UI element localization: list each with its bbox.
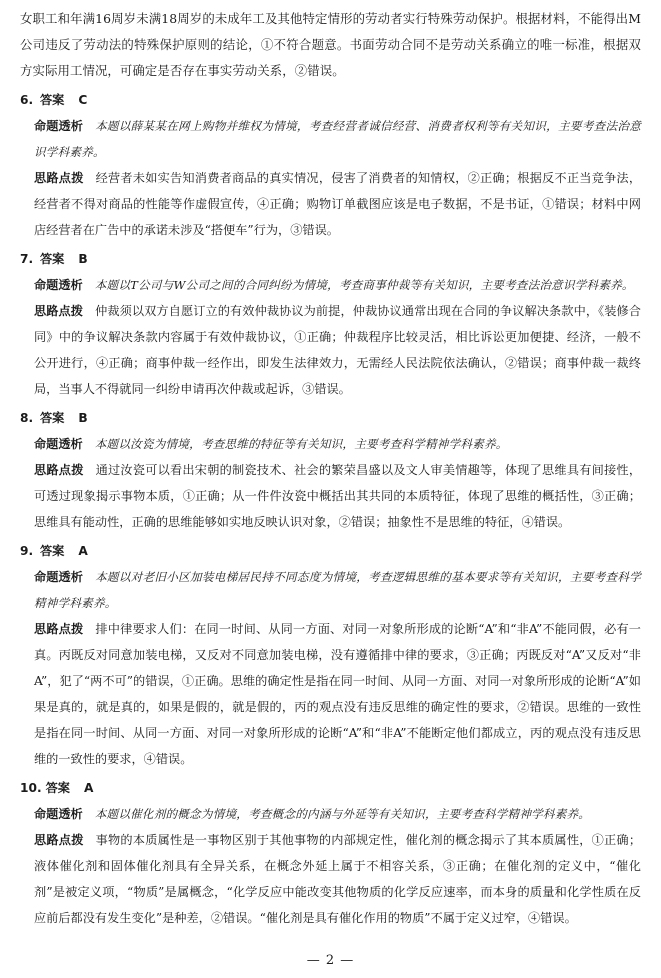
answer-label: 答案 [40,544,65,558]
answer-value: C [78,93,88,107]
question-number: 9. [20,544,34,558]
answer-label: 答案 [40,93,65,107]
hint-label: 思路点拨 [34,171,84,185]
hint-text: 经营者未如实告知消费者商品的真实情况，侵害了消费者的知情权，②正确；根据反不正当竞争法，经营者不得对商品的性能等作虚假宣传，④正确；购物订单截图应该是电子数据，不是书证，①错误；材料中网店经营者在广告中的承诺未涉及“搭便车”行为，③错误。 [34,171,642,237]
analysis-label: 命题透析 [34,437,83,451]
analysis-label: 命题透析 [34,807,83,821]
hint-text: 排中律要求人们：在同一时间、从同一方面、对同一对象所形成的论断“A”和“非A”不能同假，必有一真。丙既反对同意加装电梯，又反对不同意加装电梯，没有遵循排中律的要求，③正确；丙既反对“A”又反对“非A”，犯了“两不可”的错误，①正确。思维的确定性是指在同一时间、从同一方面、对同一对象所形成的论断“A”如果是真的，就是真的，如果是假的，就是假的，丙的观点没有违反思维的确定性的要求，②错误。思维的一致性是指在同一时间、从同一方面、对同一对象所形成的论断“A”和“非A”不能断定他们都成立，丙的观点没有违反思维的一致性的要求，④错误。 [34,622,641,766]
hint-text: 事物的本质属性是一事物区别于其他事物的内部规定性，催化剂的概念揭示了其本质属性，①正确；液体催化剂和固体催化剂具有全异关系，在概念外延上属于不相容关系，③正确；在催化剂的定义中，“催化剂”是被定义项，“物质”是属概念，“化学反应中能改变其他物质的化学反应速率，而本身的质量和化学性质在反应前后都没有发生变化”是种差，②错误。“催化剂是具有催化作用的物质”不属于定义过窄，④错误。 [34,833,642,925]
hint-block [34,165,641,243]
question-number: 10. [20,781,42,795]
hint-text: 通过汝瓷可以看出宋朝的制瓷技术、社会的繁荣昌盛以及文人审美情趣等，体现了思维具有间接性，可透过现象揭示事物本质，①正确；从一件件汝瓷中概括出其共同的本质特征，体现了思维的概括性，③正确；思维具有能动性，正确的思维能够如实地反映认识对象，②错误；抽象性不是思维的特征，④错误。 [34,463,642,529]
analysis-block [34,113,641,165]
analysis-label: 命题透析 [34,119,84,133]
answer-line [20,246,641,272]
question-number: 7. [20,252,34,266]
question-10 [20,775,641,931]
question-6 [20,87,641,243]
question-9 [20,538,641,772]
analysis-block [34,564,641,616]
intro-paragraph: 女职工和年满16周岁未满18周岁的未成年工及其他特定情形的劳动者实行特殊劳动保护。根据材料，不能得出M公司违反了劳动法的特殊保护原则的结论，①不符合题意。书面劳动合同不是劳动关系确立的唯一标准，根据双方实际用工情况，可确定是否存在事实劳动关系，②错误。 [20,11,641,78]
question-number: 6. [20,93,34,107]
question-number: 8. [20,411,34,425]
answer-value: B [78,252,88,266]
page-number: — 2 — [306,953,355,968]
hint-label: 思路点拨 [34,833,84,847]
hint-label: 思路点拨 [34,622,84,636]
analysis-text: 本题以催化剂的概念为情境，考查概念的内涵与外延等有关知识，主要考查科学精神学科素养。 [94,807,591,821]
answer-line [20,405,641,431]
answer-line [20,538,641,564]
analysis-text: 本题以汝瓷为情境，考查思维的特征等有关知识，主要考查科学精神学科素养。 [94,437,508,451]
analysis-text: 本题以对老旧小区加装电梯居民持不同态度为情境，考查逻辑思维的基本要求等有关知识，主要考查科学精神学科素养。 [34,570,642,610]
answer-label: 答案 [40,411,65,425]
analysis-block [34,272,641,298]
hint-block [34,298,641,402]
hint-block [34,827,641,931]
analysis-text: 本题以薛某某在网上购物并维权为情境，考查经营者诚信经营、消费者权利等有关知识，主要考查法治意识学科素养。 [34,119,642,159]
answer-line [20,87,641,113]
answer-value: A [78,544,88,558]
question-7 [20,246,641,402]
question-8 [20,405,641,535]
analysis-block [34,801,641,827]
hint-label: 思路点拨 [34,463,84,477]
analysis-block [34,431,641,457]
answer-line [20,775,641,801]
analysis-label: 命题透析 [34,278,83,292]
answer-value: A [83,781,94,795]
analysis-label: 命题透析 [34,570,84,584]
answer-label: 答案 [45,781,70,795]
hint-label: 思路点拨 [34,304,84,318]
hint-text: 仲裁须以双方自愿订立的有效仲裁协议为前提，仲裁协议通常出现在合同的争议解决条款中，《装修合同》中的争议解决条款内容属于有效仲裁协议，①正确；仲裁程序比较灵活，相比诉讼更加便捷、经济，一般不公开进行，④正确；商事仲裁一经作出，即发生法律效力，无需经人民法院依法确认，②错误；商事仲裁一裁终局，当事人不得就同一纠纷申请再次仲裁或起诉，③错误。 [34,304,641,396]
hint-block [34,616,641,772]
answer-label: 答案 [40,252,65,266]
answer-value: B [78,411,88,425]
analysis-text: 本题以T公司与W公司之间的合同纠纷为情境，考查商事仲裁等有关知识，主要考查法治意识学科素养。 [94,278,634,292]
hint-block [34,457,641,535]
